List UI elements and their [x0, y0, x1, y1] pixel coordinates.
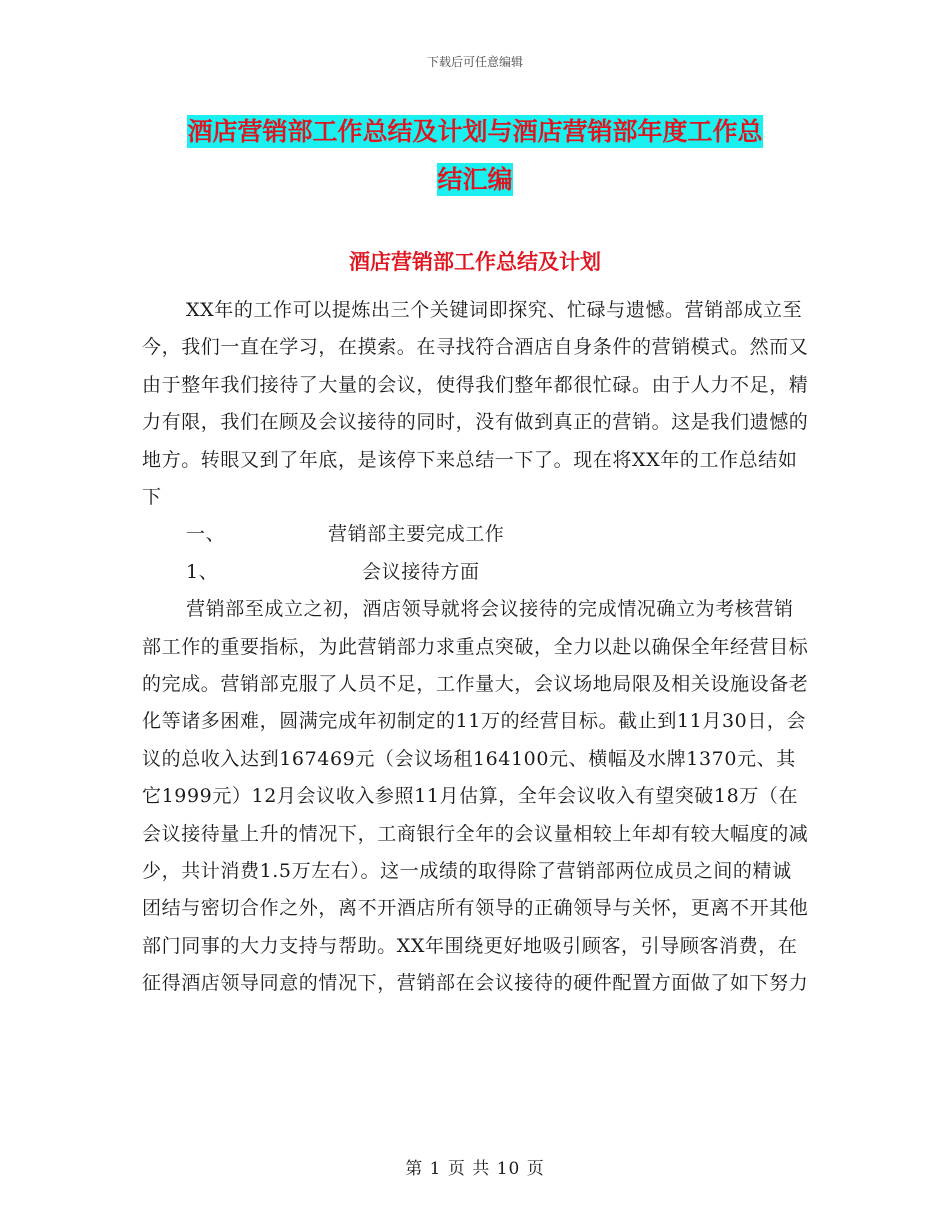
heading-level-2-number: 1、 — [186, 560, 219, 583]
body-text — [142, 292, 810, 1003]
title-line-2: 结汇编 — [437, 165, 513, 194]
heading-level-1 — [142, 516, 810, 553]
title-line-1: 酒店营销部工作总结及计划与酒店营销部年度工作总 — [187, 117, 763, 146]
paragraph-intro: XX年的工作可以提炼出三个关键词即探究、忙碌与遗憾。营销部成立至今，我们一直在学习，在摸索。在寻找符合酒店自身条件的营销模式。然而又由于整年我们接待了大量的会议，使得我们整年都很忙碌。由于人力不足，精力有限，我们在顾及会议接待的同时，没有做到真正的营销。这是我们遗憾的地方。转眼又到了年底，是该停下来总结一下了。现在将XX年的工作总结如下 — [142, 299, 809, 509]
section-title: 酒店营销部工作总结及计划 — [349, 249, 601, 274]
page-header-note: 下载后可任意编辑 — [426, 55, 523, 69]
heading-level-1-text: 营销部主要完成工作 — [328, 523, 505, 546]
heading-level-2-text: 会议接待方面 — [362, 560, 480, 583]
heading-level-2 — [142, 554, 810, 591]
paragraph-meetings: 营销部至成立之初，酒店领导就将会议接待的完成情况确立为考核营销部工作的重要指标，为此营销部力求重点突破，全力以赴以确保全年经营目标的完成。营销部克服了人员不足，工作量大，会议场地局限及相关设施设备老化等诸多困难，圆满完成年初制定的11万的经营目标。截止到11月30日，会议的总收入达到167469元（会议场租164100元、横幅及水牌1370元、其它1999元）12月会议收入参照11月估算，全年会议收入有望突破18万（在会议接待量上升的情况下，工商银行全年的会议量相较上年却有较大幅度的减少，共计消费1.5万左右）。这一成绩的取得除了营销部两位成员之间的精诚团结与密切合作之外，离不开酒店所有领导的正确领导与关怀，更离不开其他部门同事的大力支持与帮助。XX年围绕更好地吸引顾客，引导顾客消费，在征得酒店领导同意的情况下，营销部在会议接待的硬件配置方面做了如下努力 — [142, 598, 809, 995]
document-title — [0, 108, 950, 204]
heading-level-1-number: 一、 — [186, 523, 226, 546]
page-footer: 第 1 页 共 10 页 — [405, 1159, 545, 1179]
